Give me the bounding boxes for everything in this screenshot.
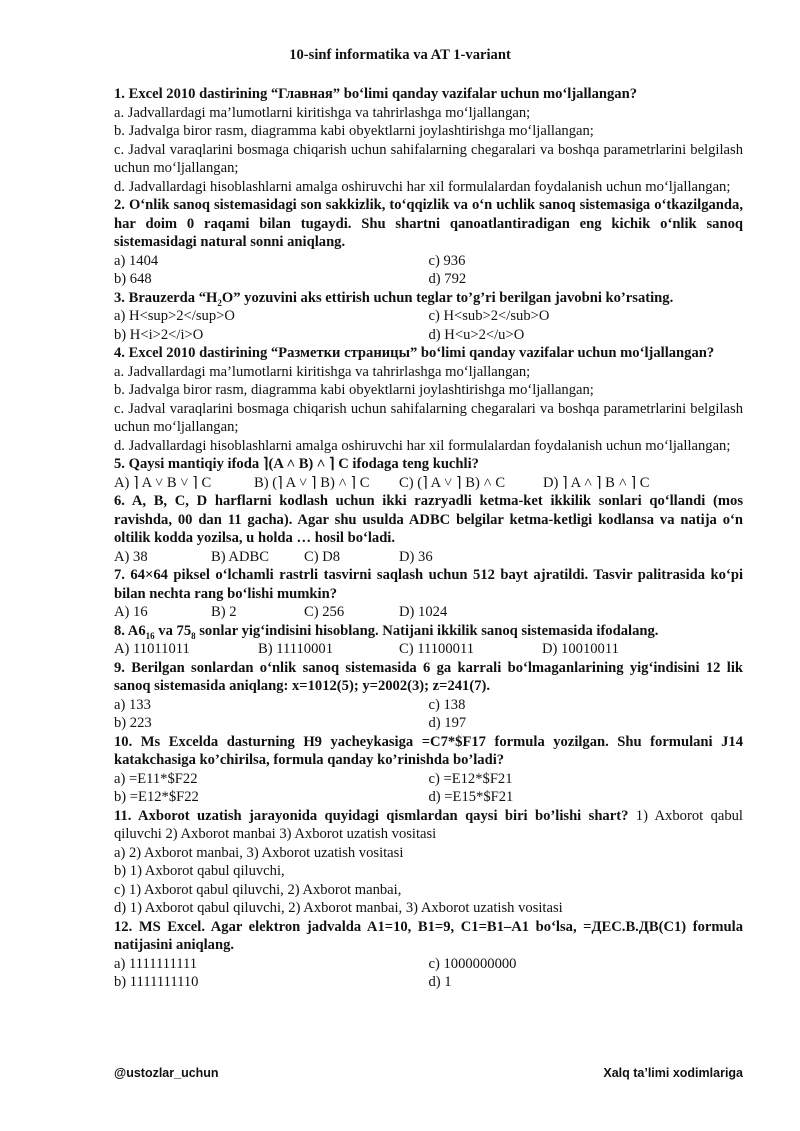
question-5	[114, 455, 743, 492]
question-text-part: 8. A6	[114, 622, 146, 639]
option-b: B) 2	[211, 604, 237, 620]
question-text: 6. A, B, C, D harflarni kodlash uchun ikki razryadli ketma-ket ikkilik sonlari qo‘llandi (mos ravishda, 00 dan 11 gacha). Agar shu usulda ADBC belgilar ketma-ketligi kodlansa va natija o‘n oltilik kodda yozilsa, u holda … hosil bo‘ladi.	[114, 493, 743, 546]
option-a: a) =E11*$F22	[114, 770, 198, 787]
option-d: d) H<u>2</u>O	[428, 326, 525, 343]
option-a: a) 2) Axborot manbai, 3) Axborot uzatish vositasi	[114, 844, 404, 861]
option-a: A) 16	[114, 604, 148, 620]
option-d: d) 1) Axborot qabul qiluvchi, 2) Axborot manbai, 3) Axborot uzatish vositasi	[114, 900, 563, 916]
question-text-bold: 11. Axborot uzatish jarayonida quyidagi qismlardan qaysi biri bo’lishi shart?	[114, 807, 629, 824]
option-b: b) H<i>2</i>O	[114, 326, 204, 343]
option-c: c) H<sub>2</sub>O	[428, 308, 550, 324]
option-c: c) 1) Axborot qabul qiluvchi, 2) Axborot manbai,	[114, 881, 402, 898]
question-text: 9. Berilgan sonlardan o‘nlik sanoq sistemasida 6 ga karrali bo‘lmaganlarining yig‘indisini 12 lik sanoq sistemasida aniqlang: x=1012(5); y=2002(3); z=241(7).	[114, 659, 743, 694]
option-a: a. Jadvallardagi ma’lumotlarni kiritishga va tahrirlashga mo‘ljallangan;	[114, 363, 531, 380]
option-b: b) 1) Axborot qabul qiluvchi,	[114, 863, 285, 879]
footer-left: @ustozlar_uchun	[114, 1066, 219, 1080]
option-c: c) =E12*$F21	[428, 770, 513, 787]
question-text-normal: 1) Axborot qabul qiluvchi 2) Axborot manbai 3) Axborot uzatish vositasi	[114, 807, 743, 842]
question-text: 5. Qaysi mantiqiy ifoda ⌉(A ˄ B) ˄ ⌉ C ifodaga teng kuchli?	[114, 456, 479, 472]
option-d: D) 36	[399, 548, 433, 565]
option-c: c. Jadval varaqlarini bosmaga chiqarish uchun sahifalarning chegaralari va boshqa parametrlarini belgilash uchun mo‘ljallangan;	[114, 400, 743, 435]
option-c: C) D8	[304, 548, 341, 565]
question-3	[114, 289, 743, 345]
subscript: 2	[217, 297, 222, 308]
question-11	[114, 807, 743, 918]
option-c: C) 256	[304, 604, 345, 620]
question-4	[114, 344, 743, 455]
question-9	[114, 659, 743, 733]
question-text-part: O” yozuvini aks ettirish uchun teglar to’g’ri berilgan javobni ko’rsating.	[221, 289, 674, 306]
option-d: d) 1	[428, 974, 452, 990]
option-c: c. Jadval varaqlarini bosmaga chiqarish uchun sahifalarning chegaralari va boshqa parametrlarini belgilash uchun mo‘ljallangan;	[114, 141, 743, 176]
option-a: a) 1404	[114, 252, 159, 269]
question-2	[114, 196, 743, 289]
question-text	[114, 622, 743, 641]
option-d: d) 197	[428, 715, 467, 731]
option-b: B) (⌉ A ˅ ⌉ B) ˄ ⌉ C	[254, 474, 370, 491]
option-d: d. Jadvallardagi hisoblashlarni amalga oshiruvchi har xil formulalardan foydalanish uchun mo‘ljallangan;	[114, 437, 731, 454]
question-text-part: 3. Brauzerda “H	[114, 289, 218, 306]
question-text-part: va 75	[154, 622, 192, 639]
option-a: A) ⌉ A ˅ B ˅ ⌉ C	[114, 474, 212, 491]
subscript: 8	[191, 630, 196, 641]
option-b: b) 223	[114, 715, 152, 731]
page-title: 10-sinf informatika va AT 1-variant	[289, 47, 511, 63]
option-a: a) 133	[114, 696, 151, 713]
question-text: 7. 64×64 piksel o‘lchamli rastrli tasvirni saqlash uchun 512 bayt ajratildi. Tasvir palitrasida ko‘pi bilan nechta rang bo‘lishi mumkin?	[114, 567, 743, 602]
option-b: b) 1111111110	[114, 974, 199, 990]
option-b: B) ADBC	[211, 548, 269, 565]
option-b: B) 11110001	[258, 641, 333, 657]
question-text: 2. O‘nlik sanoq sistemasidagi son sakkizlik, to‘qqizlik va o‘n uchlik sanoq sistemasiga o‘tkazilganda, har doim 0 raqami bilan tugaydi. Shu shartni qanoatlantiradigan eng kichik o‘nlik sanoq sistemasidagi natural sonni aniqlang.	[114, 197, 743, 250]
option-c: c) 936	[428, 252, 466, 269]
question-text: 1. Excel 2010 dastirining “Главная” bo‘limi qanday vazifalar uchun mo‘ljallangan?	[114, 86, 638, 102]
option-b: b. Jadvalga biror rasm, diagramma kabi obyektlarni joylashtirishga mo‘ljallangan;	[114, 382, 594, 398]
subscript: 16	[145, 630, 155, 641]
question-text: 12. MS Excel. Agar elektron jadvalda A1=10, B1=9, C1=B1–A1 bo‘lsa, =ДЕС.В.ДВ(C1) formula natijasini aniqlang.	[114, 918, 743, 953]
option-b: b) =E12*$F22	[114, 789, 199, 805]
option-c: c) 1000000000	[428, 955, 517, 972]
option-d: d. Jadvallardagi hisoblashlarni amalga oshiruvchi har xil formulalardan foydalanish uchun mo‘ljallangan;	[114, 178, 731, 195]
question-8	[114, 622, 743, 659]
option-d: D) ⌉ A ˄ ⌉ B ˄ ⌉ C	[543, 474, 650, 491]
option-a: A) 38	[114, 548, 148, 565]
option-d: D) 10010011	[542, 641, 619, 657]
question-text-part: sonlar yig‘indisini hisoblang. Natijani ikkilik sanoq sistemasida ifodalang.	[195, 622, 659, 639]
question-text: 4. Excel 2010 dastirining “Разметки страницы” bo‘limi qanday vazifalar uchun mo‘ljallangan?	[114, 345, 715, 361]
option-a: a. Jadvallardagi ma’lumotlarni kiritishga va tahrirlashga mo‘ljallangan;	[114, 104, 531, 121]
question-10	[114, 733, 743, 807]
option-c: C) 11100011	[399, 641, 474, 657]
option-b: b) 648	[114, 271, 152, 287]
option-c: C) (⌉ A ˅ ⌉ B) ˄ C	[399, 474, 506, 491]
option-d: D) 1024	[399, 604, 448, 620]
question-1	[114, 85, 743, 196]
question-12	[114, 918, 743, 992]
option-a: A) 11011011	[114, 641, 190, 657]
question-text	[114, 807, 743, 844]
option-d: d) 792	[428, 271, 467, 287]
option-a: a) 1111111111	[114, 955, 198, 972]
question-text: 10. Ms Excelda dasturning H9 yacheykasiga =C7*$F17 formula yozilgan. Shu formulani J14 katakchasiga ko’chirilsa, formula qanday ko’rinishda bo’ladi?	[114, 733, 743, 768]
option-c: c) 138	[428, 696, 466, 713]
footer-right: Xalq ta’limi xodimlariga	[603, 1066, 743, 1080]
question-text	[114, 289, 743, 308]
question-6	[114, 492, 743, 566]
option-b: b. Jadvalga biror rasm, diagramma kabi obyektlarni joylashtirishga mo‘ljallangan;	[114, 123, 594, 139]
option-a: a) H<sup>2</sup>O	[114, 308, 235, 324]
option-d: d) =E15*$F21	[428, 789, 514, 805]
question-7	[114, 566, 743, 622]
